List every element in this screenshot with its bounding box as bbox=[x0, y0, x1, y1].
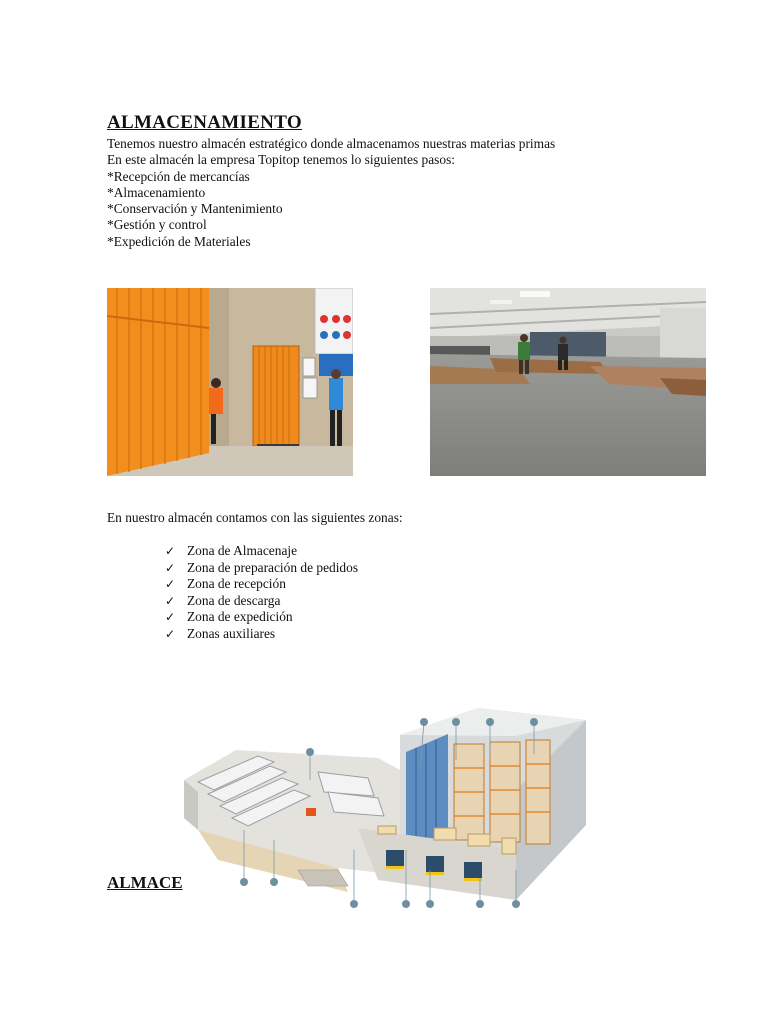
step-item: *Gestión y control bbox=[107, 217, 207, 233]
list-item bbox=[165, 593, 358, 610]
check-icon: ✓ bbox=[165, 544, 176, 558]
check-icon: ✓ bbox=[165, 593, 176, 608]
step-item: *Expedición de Materiales bbox=[107, 233, 251, 249]
check-icon: ✓ bbox=[165, 626, 176, 641]
check-icon: ✓ bbox=[165, 560, 176, 575]
check-icon: ✓ bbox=[165, 577, 176, 591]
check-icon: ✓ bbox=[165, 610, 176, 624]
warehouse-entrance-photo bbox=[107, 288, 353, 476]
step-item: *Almacenamiento bbox=[107, 184, 206, 200]
warehouse-interior-photo bbox=[430, 288, 706, 476]
list-item bbox=[165, 609, 358, 626]
section-heading: ALMACE bbox=[107, 873, 183, 892]
step-item: *Recepción de mercancías bbox=[107, 168, 250, 184]
list-item bbox=[165, 560, 358, 577]
list-item bbox=[165, 576, 358, 593]
zone-label: Zonas auxiliares bbox=[187, 625, 276, 641]
list-item bbox=[165, 626, 358, 643]
zones-intro-text: En nuestro almacén contamos con las siguientes zonas: bbox=[107, 510, 403, 525]
zone-label: Zona de preparación de pedidos bbox=[187, 559, 359, 575]
zone-label: Zona de expedición bbox=[187, 609, 293, 624]
intro-line: Tenemos nuestro almacén estratégico donde almacenamos nuestras materias primas bbox=[107, 136, 556, 151]
zone-label: Zona de recepción bbox=[187, 576, 286, 591]
intro-paragraph bbox=[107, 136, 555, 250]
zone-label: Zona de descarga bbox=[187, 592, 281, 608]
warehouse-layout-diagram bbox=[178, 700, 588, 915]
zones-list bbox=[165, 543, 358, 642]
list-item bbox=[165, 543, 358, 560]
page-title: ALMACENAMIENTO bbox=[107, 112, 302, 133]
step-item: *Conservación y Mantenimiento bbox=[107, 201, 283, 217]
zone-label: Zona de Almacenaje bbox=[187, 543, 298, 558]
intro-line: En este almacén la empresa Topitop tenemos lo siguientes pasos: bbox=[107, 152, 455, 168]
